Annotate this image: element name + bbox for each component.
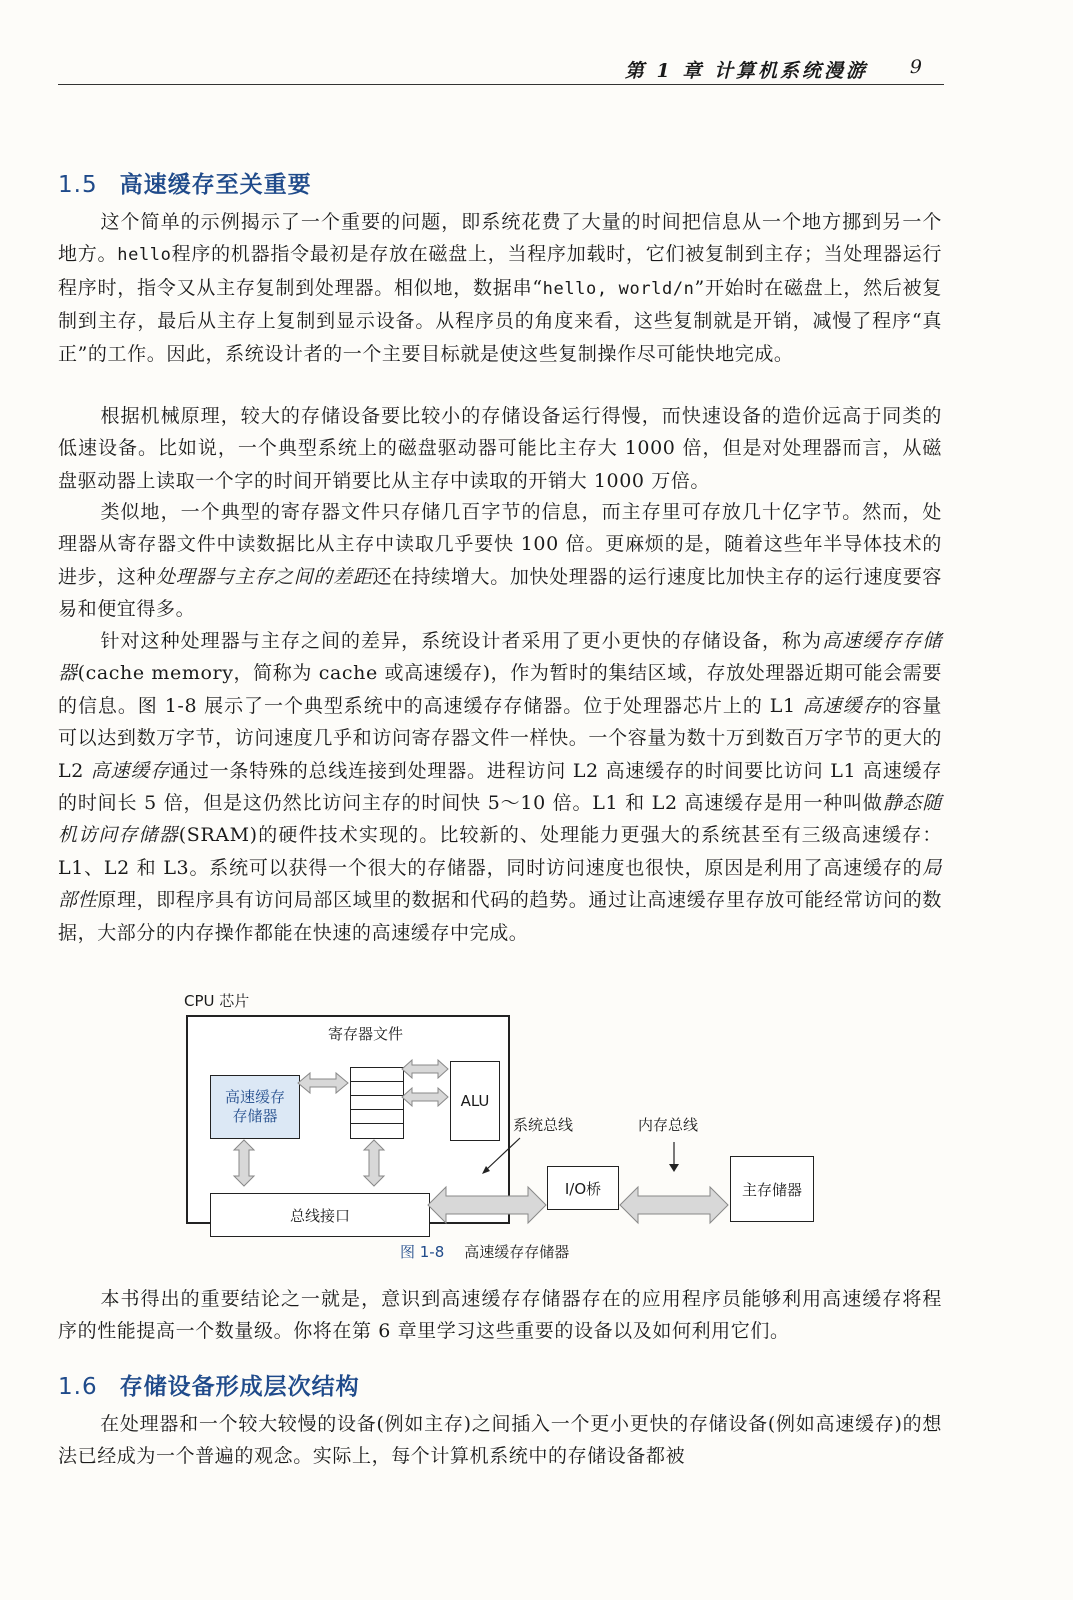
memory-bus-label: 内存总线 (638, 1116, 699, 1134)
figure-number: 图 1-8 (400, 1243, 445, 1261)
section-number: 1.5 (58, 172, 98, 198)
memory-bus-pointer-head (669, 1164, 679, 1172)
system-bus-label: 系统总线 (513, 1116, 574, 1134)
text: 类似地，一个典型的寄存器文件只存储几百字节的信息，而主存里可存放几十亿字节。然而，处理器从寄存器文件中读数据比从主存中读取几乎要快 100 倍。更麻烦的是，随着这些年半导体技术的进步，这种 (58, 501, 942, 588)
reg-alu-arrow-1 (402, 1060, 448, 1078)
text: ”开始时在磁盘上，然后被复制到主存，最后从主存上复制到显示设备。从程序员的角度来看，这些复制就是开销，减慢了程序“真正”的工作。因此，系统设计者的一个主要目标就是使这些复制操作尽可能快地完成。 (58, 276, 942, 365)
text: 本书得出的重要结论之一就是，意识到高速缓存存储器存在的应用程序员能够利用高速缓存将程序的性能提高一个数量级。你将在第 6 章里学习这些重要的设备以及如何利用它们。 (58, 1288, 942, 1343)
emphasis: 高速缓存 (802, 694, 883, 717)
memory-bus-arrow (620, 1187, 728, 1223)
emphasis: 静态随机访问存储器 (58, 792, 942, 847)
text: 这个简单的示例揭示了一个重要的问题，即系统花费了大量的时间把信息从一个地方挪到另一个地方。 (58, 211, 942, 266)
paragraph-3 (58, 496, 942, 626)
emphasis: 高速缓存 (90, 759, 170, 782)
code-string: hello, world/n (542, 278, 695, 299)
paragraph-4 (58, 625, 942, 949)
reg-bus-arrow (364, 1140, 384, 1186)
cache-memory-label: 高速缓存 存储器 (224, 1088, 285, 1125)
section-heading-1-5 (58, 166, 312, 199)
io-bridge-box (547, 1166, 619, 1210)
bus-interface-label: 总线接口 (289, 1206, 350, 1225)
text: (cache memory，简称为 cache 或高速缓存)，作为暂时的集结区域，存放处理器近期可能会需要的信息。图 1-8 展示了一个典型系统中的高速缓存存储器。位于处理器芯片上的 L1 (58, 662, 942, 717)
page-number: 9 (909, 56, 922, 78)
text: 原理，即程序具有访问局部区域里的数据和代码的趋势。通过让高速缓存里存放可能经常访问的数据，大部分的内存操作都能在快速的高速缓存中完成。 (58, 889, 942, 944)
figure-arrows (180, 990, 840, 1270)
section-number: 1.6 (58, 1374, 98, 1400)
text: 通过一条特殊的总线连接到处理器。进程访问 L2 高速缓存的时间要比访问 L1 高速缓存的时间长 5 倍，但是这仍然比访问主存的时间快 5～10 倍。L1 和 L2 高速缓存是用一种叫做 (58, 759, 943, 815)
text: 还在持续增大。加快处理器的运行速度比加快主存的运行速度要容易和便宜得多。 (58, 565, 942, 621)
system-bus-arrow (428, 1187, 546, 1223)
figure-1-8 (180, 990, 840, 1270)
paragraph-2 (58, 400, 942, 497)
main-memory-label: 主存储器 (741, 1180, 802, 1199)
text: (SRAM)的硬件技术实现的。比较新的、处理能力更强大的系统甚至有三级高速缓存：L1、L2 和 L3。系统可以获得一个很大的存储器，同时访问速度也很快，原因是利用了高速缓存的 (58, 824, 942, 879)
main-memory-box (730, 1156, 814, 1222)
text: 的容量可以达到数万字节，访问速度几乎和访问寄存器文件一样快。一个容量为数十万到数百万字节的更大的 L2 (58, 694, 942, 782)
emphasis: 处理器与主存之间的差距 (156, 565, 373, 588)
section-heading-1-6 (58, 1368, 360, 1401)
section-title: 高速缓存至关重要 (119, 172, 312, 198)
emphasis: 局部性 (58, 856, 942, 912)
figure-caption-text: 高速缓存存储器 (464, 1243, 570, 1261)
io-bridge-label: I/O桥 (564, 1179, 602, 1198)
running-header (58, 56, 944, 85)
emphasis: 高速缓存存储器 (58, 630, 942, 685)
cache-reg-arrow (298, 1073, 348, 1093)
reg-alu-arrow-2 (402, 1088, 448, 1106)
text: 程序的机器指令最初是存放在磁盘上，当程序加载时，它们被复制到主存；当处理器运行程序时，指令又从主存复制到处理器。相似地，数据串“ (58, 243, 942, 299)
section-title: 存储设备形成层次结构 (119, 1374, 360, 1400)
paragraph-5 (58, 1283, 942, 1348)
paragraph-6 (58, 1408, 942, 1473)
code-hello: hello (117, 245, 172, 266)
chapter-title: 第 1 章 计算机系统漫游 (624, 60, 868, 82)
paragraph-1 (58, 206, 942, 370)
system-bus-pointer (486, 1138, 520, 1170)
register-file-label: 寄存器文件 (328, 1025, 404, 1043)
figure-caption (400, 1241, 569, 1262)
cpu-chip-label: CPU 芯片 (184, 992, 250, 1010)
cache-bus-arrow (234, 1140, 254, 1186)
alu-label: ALU (460, 1092, 490, 1110)
text: 根据机械原理，较大的存储设备要比较小的存储设备运行得慢，而快速设备的造价远高于同类的低速设备。比如说，一个典型系统上的磁盘驱动器可能比主存大 1000 倍，但是对处理器而言，从磁盘驱动器上读取一个字的时间开销要比从主存中读取的开销大 1000 万倍。 (58, 405, 942, 492)
text: 针对这种处理器与主存之间的差异，系统设计者采用了更小更快的存储设备，称为 (100, 630, 823, 652)
text: 在处理器和一个较大较慢的设备(例如主存)之间插入一个更小更快的存储设备(例如高速缓存)的想法已经成为一个普遍的观念。实际上，每个计算机系统中的存储设备都被 (58, 1413, 942, 1468)
